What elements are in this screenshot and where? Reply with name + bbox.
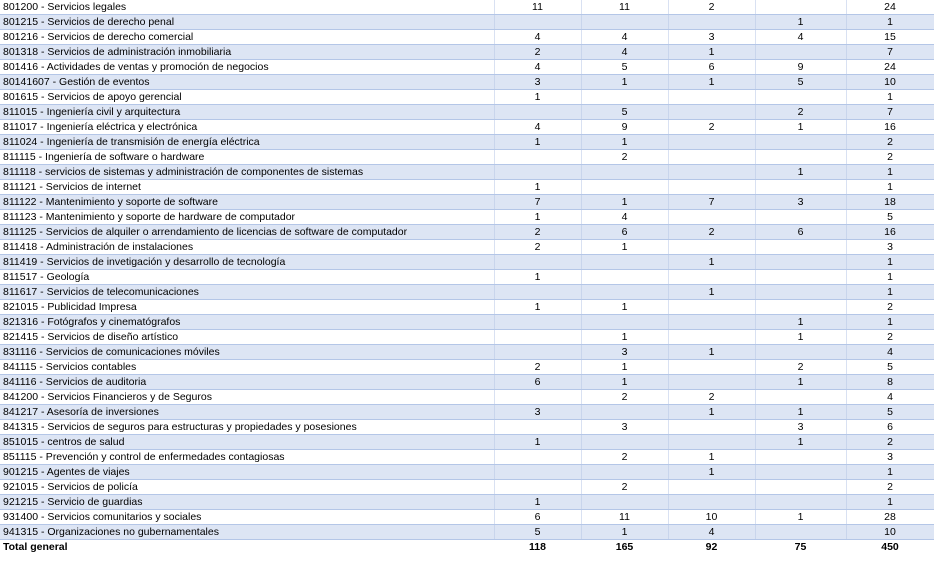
table-row bbox=[0, 90, 934, 105]
row-total-cell[interactable]: 2 bbox=[846, 300, 934, 315]
row-total-cell[interactable]: 1 bbox=[846, 255, 934, 270]
value-cell-col1[interactable]: 4 bbox=[494, 120, 581, 135]
value-cell-col1[interactable]: 4 bbox=[494, 60, 581, 75]
row-total-cell[interactable]: 1 bbox=[846, 270, 934, 285]
total-cell-col3[interactable]: 92 bbox=[668, 540, 755, 555]
value-cell-col4[interactable] bbox=[755, 135, 846, 150]
row-label-cell[interactable]: 821015 - Publicidad Impresa bbox=[0, 300, 494, 315]
total-cell-col4[interactable]: 75 bbox=[755, 540, 846, 555]
table-row bbox=[0, 465, 934, 480]
row-label-cell[interactable]: 841217 - Asesoría de inversiones bbox=[0, 405, 494, 420]
value-cell-col3[interactable]: 10 bbox=[668, 510, 755, 525]
value-cell-col3[interactable]: 1 bbox=[668, 75, 755, 90]
value-cell-col4[interactable] bbox=[755, 0, 846, 15]
value-cell-col4[interactable]: 2 bbox=[755, 360, 846, 375]
value-cell-col4[interactable]: 6 bbox=[755, 225, 846, 240]
table-row bbox=[0, 360, 934, 375]
value-cell-col2[interactable] bbox=[581, 465, 668, 480]
value-cell-col1[interactable] bbox=[494, 480, 581, 495]
row-total-cell[interactable]: 15 bbox=[846, 30, 934, 45]
value-cell-col2[interactable]: 2 bbox=[581, 150, 668, 165]
row-label-cell[interactable]: 811517 - Geología bbox=[0, 270, 494, 285]
row-total-cell[interactable]: 4 bbox=[846, 390, 934, 405]
value-cell-col3[interactable] bbox=[668, 270, 755, 285]
row-label-cell[interactable]: 841115 - Servicios contables bbox=[0, 360, 494, 375]
value-cell-col2[interactable] bbox=[581, 270, 668, 285]
value-cell-col2[interactable] bbox=[581, 165, 668, 180]
row-label-cell[interactable]: 811118 - servicios de sistemas y administración de componentes de sistemas bbox=[0, 165, 494, 180]
value-cell-col2[interactable]: 4 bbox=[581, 30, 668, 45]
value-cell-col4[interactable] bbox=[755, 300, 846, 315]
table-row bbox=[0, 450, 934, 465]
row-total-cell[interactable]: 16 bbox=[846, 225, 934, 240]
value-cell-col1[interactable] bbox=[494, 285, 581, 300]
value-cell-col4[interactable] bbox=[755, 240, 846, 255]
table-row bbox=[0, 480, 934, 495]
row-total-cell[interactable]: 2 bbox=[846, 480, 934, 495]
table-row bbox=[0, 60, 934, 75]
row-label-cell[interactable]: 821415 - Servicios de diseño artístico bbox=[0, 330, 494, 345]
value-cell-col2[interactable]: 11 bbox=[581, 510, 668, 525]
table-row bbox=[0, 255, 934, 270]
table-row bbox=[0, 510, 934, 525]
row-label-cell[interactable]: 811115 - Ingeniería de software o hardware bbox=[0, 150, 494, 165]
value-cell-col1[interactable]: 1 bbox=[494, 210, 581, 225]
value-cell-col3[interactable] bbox=[668, 105, 755, 120]
value-cell-col4[interactable]: 3 bbox=[755, 420, 846, 435]
value-cell-col3[interactable] bbox=[668, 435, 755, 450]
value-cell-col3[interactable]: 3 bbox=[668, 30, 755, 45]
value-cell-col3[interactable]: 1 bbox=[668, 255, 755, 270]
row-total-cell[interactable]: 8 bbox=[846, 375, 934, 390]
row-label-cell[interactable]: 801215 - Servicios de derecho penal bbox=[0, 15, 494, 30]
table-row bbox=[0, 210, 934, 225]
value-cell-col4[interactable] bbox=[755, 150, 846, 165]
value-cell-col2[interactable]: 1 bbox=[581, 195, 668, 210]
value-cell-col4[interactable]: 1 bbox=[755, 435, 846, 450]
row-label-cell[interactable]: 901215 - Agentes de viajes bbox=[0, 465, 494, 480]
value-cell-col1[interactable] bbox=[494, 330, 581, 345]
value-cell-col3[interactable] bbox=[668, 15, 755, 30]
row-label-cell[interactable]: 821316 - Fotógrafos y cinematógrafos bbox=[0, 315, 494, 330]
row-label-cell[interactable]: 811125 - Servicios de alquiler o arrendamiento de licencias de software de computador bbox=[0, 225, 494, 240]
table-row bbox=[0, 405, 934, 420]
value-cell-col4[interactable] bbox=[755, 450, 846, 465]
total-row bbox=[0, 540, 934, 555]
value-cell-col4[interactable] bbox=[755, 465, 846, 480]
table-row bbox=[0, 120, 934, 135]
row-label-cell[interactable]: 921215 - Servicio de guardias bbox=[0, 495, 494, 510]
table-row bbox=[0, 180, 934, 195]
row-label-cell[interactable]: 851115 - Prevención y control de enfermedades contagiosas bbox=[0, 450, 494, 465]
value-cell-col2[interactable] bbox=[581, 180, 668, 195]
value-cell-col2[interactable]: 2 bbox=[581, 390, 668, 405]
row-label-cell[interactable]: 831116 - Servicios de comunicaciones móviles bbox=[0, 345, 494, 360]
value-cell-col2[interactable]: 4 bbox=[581, 210, 668, 225]
row-total-cell[interactable]: 7 bbox=[846, 105, 934, 120]
row-total-cell[interactable]: 7 bbox=[846, 45, 934, 60]
value-cell-col2[interactable]: 1 bbox=[581, 360, 668, 375]
value-cell-col4[interactable]: 1 bbox=[755, 330, 846, 345]
total-label-cell[interactable]: Total general bbox=[0, 540, 494, 555]
row-label-cell[interactable]: 811024 - Ingeniería de transmisión de energía eléctrica bbox=[0, 135, 494, 150]
row-total-cell[interactable]: 5 bbox=[846, 210, 934, 225]
table-row bbox=[0, 105, 934, 120]
row-label-cell[interactable]: 811122 - Mantenimiento y soporte de software bbox=[0, 195, 494, 210]
value-cell-col4[interactable]: 1 bbox=[755, 375, 846, 390]
value-cell-col3[interactable] bbox=[668, 315, 755, 330]
row-total-cell[interactable]: 5 bbox=[846, 360, 934, 375]
value-cell-col3[interactable]: 2 bbox=[668, 225, 755, 240]
value-cell-col4[interactable]: 1 bbox=[755, 120, 846, 135]
row-total-cell[interactable]: 2 bbox=[846, 135, 934, 150]
value-cell-col2[interactable] bbox=[581, 90, 668, 105]
row-total-cell[interactable]: 1 bbox=[846, 15, 934, 30]
value-cell-col3[interactable] bbox=[668, 210, 755, 225]
value-cell-col3[interactable] bbox=[668, 495, 755, 510]
value-cell-col1[interactable]: 3 bbox=[494, 405, 581, 420]
row-label-cell[interactable]: 811123 - Mantenimiento y soporte de hardware de computador bbox=[0, 210, 494, 225]
value-cell-col4[interactable] bbox=[755, 480, 846, 495]
table-row bbox=[0, 525, 934, 540]
total-cell-col1[interactable]: 118 bbox=[494, 540, 581, 555]
value-cell-col2[interactable] bbox=[581, 285, 668, 300]
row-total-cell[interactable]: 6 bbox=[846, 420, 934, 435]
value-cell-col2[interactable] bbox=[581, 495, 668, 510]
table-row bbox=[0, 390, 934, 405]
value-cell-col2[interactable] bbox=[581, 15, 668, 30]
value-cell-col3[interactable]: 2 bbox=[668, 0, 755, 15]
row-label-cell[interactable]: 811418 - Administración de instalaciones bbox=[0, 240, 494, 255]
table-row bbox=[0, 15, 934, 30]
value-cell-col2[interactable] bbox=[581, 315, 668, 330]
value-cell-col1[interactable]: 3 bbox=[494, 75, 581, 90]
table-row bbox=[0, 0, 934, 15]
value-cell-col1[interactable]: 2 bbox=[494, 45, 581, 60]
value-cell-col3[interactable]: 1 bbox=[668, 285, 755, 300]
table-row bbox=[0, 495, 934, 510]
value-cell-col1[interactable]: 2 bbox=[494, 225, 581, 240]
value-cell-col3[interactable] bbox=[668, 420, 755, 435]
row-total-cell[interactable]: 1 bbox=[846, 495, 934, 510]
value-cell-col2[interactable]: 5 bbox=[581, 60, 668, 75]
row-total-cell[interactable]: 24 bbox=[846, 0, 934, 15]
value-cell-col3[interactable] bbox=[668, 180, 755, 195]
row-total-cell[interactable]: 2 bbox=[846, 435, 934, 450]
table-row bbox=[0, 150, 934, 165]
table-row bbox=[0, 225, 934, 240]
row-label-cell[interactable]: 841116 - Servicios de auditoria bbox=[0, 375, 494, 390]
value-cell-col1[interactable] bbox=[494, 105, 581, 120]
value-cell-col1[interactable] bbox=[494, 255, 581, 270]
value-cell-col1[interactable]: 6 bbox=[494, 375, 581, 390]
value-cell-col2[interactable]: 1 bbox=[581, 375, 668, 390]
value-cell-col3[interactable] bbox=[668, 135, 755, 150]
value-cell-col3[interactable] bbox=[668, 480, 755, 495]
value-cell-col3[interactable] bbox=[668, 360, 755, 375]
table-row bbox=[0, 75, 934, 90]
value-cell-col4[interactable]: 1 bbox=[755, 510, 846, 525]
row-label-cell[interactable]: 941315 - Organizaciones no gubernamentales bbox=[0, 525, 494, 540]
value-cell-col2[interactable] bbox=[581, 435, 668, 450]
table-row bbox=[0, 300, 934, 315]
row-label-cell[interactable]: 921015 - Servicios de policía bbox=[0, 480, 494, 495]
table-row bbox=[0, 345, 934, 360]
row-label-cell[interactable]: 851015 - centros de salud bbox=[0, 435, 494, 450]
value-cell-col3[interactable]: 2 bbox=[668, 390, 755, 405]
value-cell-col1[interactable]: 7 bbox=[494, 195, 581, 210]
value-cell-col4[interactable] bbox=[755, 210, 846, 225]
table-row bbox=[0, 195, 934, 210]
value-cell-col4[interactable]: 3 bbox=[755, 195, 846, 210]
table-row bbox=[0, 285, 934, 300]
value-cell-col4[interactable]: 1 bbox=[755, 405, 846, 420]
value-cell-col2[interactable]: 3 bbox=[581, 345, 668, 360]
row-total-cell[interactable]: 1 bbox=[846, 465, 934, 480]
table-row bbox=[0, 135, 934, 150]
value-cell-col1[interactable]: 1 bbox=[494, 180, 581, 195]
value-cell-col3[interactable] bbox=[668, 90, 755, 105]
value-cell-col2[interactable]: 1 bbox=[581, 240, 668, 255]
value-cell-col1[interactable]: 2 bbox=[494, 360, 581, 375]
value-cell-col1[interactable] bbox=[494, 165, 581, 180]
value-cell-col4[interactable] bbox=[755, 255, 846, 270]
row-total-cell[interactable]: 1 bbox=[846, 315, 934, 330]
value-cell-col4[interactable]: 1 bbox=[755, 315, 846, 330]
table-row bbox=[0, 165, 934, 180]
row-label-cell[interactable]: 801416 - Actividades de ventas y promoción de negocios bbox=[0, 60, 494, 75]
value-cell-col3[interactable] bbox=[668, 330, 755, 345]
row-label-cell[interactable]: 811017 - Ingeniería eléctrica y electrónica bbox=[0, 120, 494, 135]
value-cell-col1[interactable] bbox=[494, 345, 581, 360]
row-total-cell[interactable]: 2 bbox=[846, 150, 934, 165]
value-cell-col2[interactable]: 11 bbox=[581, 0, 668, 15]
value-cell-col3[interactable]: 1 bbox=[668, 450, 755, 465]
row-label-cell[interactable]: 841200 - Servicios Financieros y de Seguros bbox=[0, 390, 494, 405]
value-cell-col1[interactable]: 1 bbox=[494, 270, 581, 285]
value-cell-col4[interactable] bbox=[755, 525, 846, 540]
value-cell-col4[interactable] bbox=[755, 285, 846, 300]
value-cell-col4[interactable]: 9 bbox=[755, 60, 846, 75]
row-label-cell[interactable]: 811617 - Servicios de telecomunicaciones bbox=[0, 285, 494, 300]
row-total-cell[interactable]: 2 bbox=[846, 330, 934, 345]
value-cell-col1[interactable] bbox=[494, 465, 581, 480]
total-cell-grand[interactable]: 450 bbox=[846, 540, 934, 555]
value-cell-col1[interactable]: 1 bbox=[494, 135, 581, 150]
value-cell-col2[interactable]: 1 bbox=[581, 300, 668, 315]
value-cell-col1[interactable]: 1 bbox=[494, 495, 581, 510]
value-cell-col2[interactable]: 5 bbox=[581, 105, 668, 120]
table-row bbox=[0, 240, 934, 255]
row-total-cell[interactable]: 4 bbox=[846, 345, 934, 360]
value-cell-col1[interactable]: 5 bbox=[494, 525, 581, 540]
value-cell-col4[interactable]: 1 bbox=[755, 165, 846, 180]
value-cell-col2[interactable]: 1 bbox=[581, 525, 668, 540]
row-total-cell[interactable]: 10 bbox=[846, 75, 934, 90]
row-label-cell[interactable]: 841315 - Servicios de seguros para estructuras y propiedades y posesiones bbox=[0, 420, 494, 435]
row-total-cell[interactable]: 3 bbox=[846, 450, 934, 465]
value-cell-col1[interactable] bbox=[494, 15, 581, 30]
value-cell-col1[interactable] bbox=[494, 450, 581, 465]
value-cell-col4[interactable] bbox=[755, 390, 846, 405]
value-cell-col3[interactable] bbox=[668, 150, 755, 165]
value-cell-col1[interactable] bbox=[494, 390, 581, 405]
table-row bbox=[0, 330, 934, 345]
total-cell-col2[interactable]: 165 bbox=[581, 540, 668, 555]
value-cell-col4[interactable] bbox=[755, 270, 846, 285]
row-total-cell[interactable]: 1 bbox=[846, 285, 934, 300]
row-total-cell[interactable]: 18 bbox=[846, 195, 934, 210]
value-cell-col2[interactable]: 3 bbox=[581, 420, 668, 435]
value-cell-col4[interactable]: 2 bbox=[755, 105, 846, 120]
value-cell-col2[interactable] bbox=[581, 255, 668, 270]
row-label-cell[interactable]: 811015 - Ingeniería civil y arquitectura bbox=[0, 105, 494, 120]
value-cell-col2[interactable]: 1 bbox=[581, 135, 668, 150]
value-cell-col1[interactable]: 1 bbox=[494, 435, 581, 450]
value-cell-col4[interactable] bbox=[755, 45, 846, 60]
value-cell-col2[interactable]: 4 bbox=[581, 45, 668, 60]
row-total-cell[interactable]: 1 bbox=[846, 180, 934, 195]
row-total-cell[interactable]: 3 bbox=[846, 240, 934, 255]
value-cell-col4[interactable]: 1 bbox=[755, 15, 846, 30]
value-cell-col4[interactable] bbox=[755, 495, 846, 510]
value-cell-col3[interactable]: 1 bbox=[668, 465, 755, 480]
table-row bbox=[0, 315, 934, 330]
table-row bbox=[0, 435, 934, 450]
value-cell-col1[interactable]: 6 bbox=[494, 510, 581, 525]
value-cell-col4[interactable] bbox=[755, 180, 846, 195]
value-cell-col4[interactable] bbox=[755, 90, 846, 105]
value-cell-col2[interactable]: 9 bbox=[581, 120, 668, 135]
value-cell-col3[interactable]: 1 bbox=[668, 345, 755, 360]
row-total-cell[interactable]: 1 bbox=[846, 90, 934, 105]
row-label-cell[interactable]: 801615 - Servicios de apoyo gerencial bbox=[0, 90, 494, 105]
value-cell-col2[interactable]: 1 bbox=[581, 75, 668, 90]
row-label-cell[interactable]: 801216 - Servicios de derecho comercial bbox=[0, 30, 494, 45]
value-cell-col1[interactable] bbox=[494, 315, 581, 330]
value-cell-col2[interactable]: 6 bbox=[581, 225, 668, 240]
value-cell-col3[interactable]: 6 bbox=[668, 60, 755, 75]
value-cell-col2[interactable]: 2 bbox=[581, 480, 668, 495]
row-label-cell[interactable]: 801318 - Servicios de administración inmobiliaria bbox=[0, 45, 494, 60]
value-cell-col3[interactable]: 4 bbox=[668, 525, 755, 540]
value-cell-col1[interactable]: 11 bbox=[494, 0, 581, 15]
value-cell-col3[interactable] bbox=[668, 300, 755, 315]
value-cell-col4[interactable]: 4 bbox=[755, 30, 846, 45]
row-total-cell[interactable]: 1 bbox=[846, 165, 934, 180]
value-cell-col3[interactable]: 2 bbox=[668, 120, 755, 135]
row-label-cell[interactable]: 811419 - Servicios de invetigación y desarrollo de tecnología bbox=[0, 255, 494, 270]
row-label-cell[interactable]: 931400 - Servicios comunitarios y sociales bbox=[0, 510, 494, 525]
row-total-cell[interactable]: 10 bbox=[846, 525, 934, 540]
value-cell-col3[interactable] bbox=[668, 375, 755, 390]
value-cell-col1[interactable]: 2 bbox=[494, 240, 581, 255]
value-cell-col1[interactable]: 1 bbox=[494, 300, 581, 315]
table-row bbox=[0, 45, 934, 60]
value-cell-col3[interactable] bbox=[668, 165, 755, 180]
value-cell-col4[interactable] bbox=[755, 345, 846, 360]
value-cell-col1[interactable] bbox=[494, 420, 581, 435]
value-cell-col1[interactable]: 4 bbox=[494, 30, 581, 45]
value-cell-col3[interactable]: 7 bbox=[668, 195, 755, 210]
value-cell-col4[interactable]: 5 bbox=[755, 75, 846, 90]
sheet-edge bbox=[934, 0, 939, 563]
value-cell-col1[interactable]: 1 bbox=[494, 90, 581, 105]
row-label-cell[interactable]: 811121 - Servicios de internet bbox=[0, 180, 494, 195]
row-total-cell[interactable]: 24 bbox=[846, 60, 934, 75]
value-cell-col3[interactable]: 1 bbox=[668, 405, 755, 420]
row-total-cell[interactable]: 16 bbox=[846, 120, 934, 135]
value-cell-col3[interactable] bbox=[668, 240, 755, 255]
value-cell-col3[interactable]: 1 bbox=[668, 45, 755, 60]
row-label-cell[interactable]: 80141607 - Gestión de eventos bbox=[0, 75, 494, 90]
value-cell-col2[interactable] bbox=[581, 405, 668, 420]
table-row bbox=[0, 30, 934, 45]
table-row bbox=[0, 420, 934, 435]
value-cell-col1[interactable] bbox=[494, 150, 581, 165]
table-row bbox=[0, 375, 934, 390]
value-cell-col2[interactable]: 2 bbox=[581, 450, 668, 465]
value-cell-col2[interactable]: 1 bbox=[581, 330, 668, 345]
row-total-cell[interactable]: 28 bbox=[846, 510, 934, 525]
row-label-cell[interactable]: 801200 - Servicios legales bbox=[0, 0, 494, 15]
table-row bbox=[0, 270, 934, 285]
row-total-cell[interactable]: 5 bbox=[846, 405, 934, 420]
